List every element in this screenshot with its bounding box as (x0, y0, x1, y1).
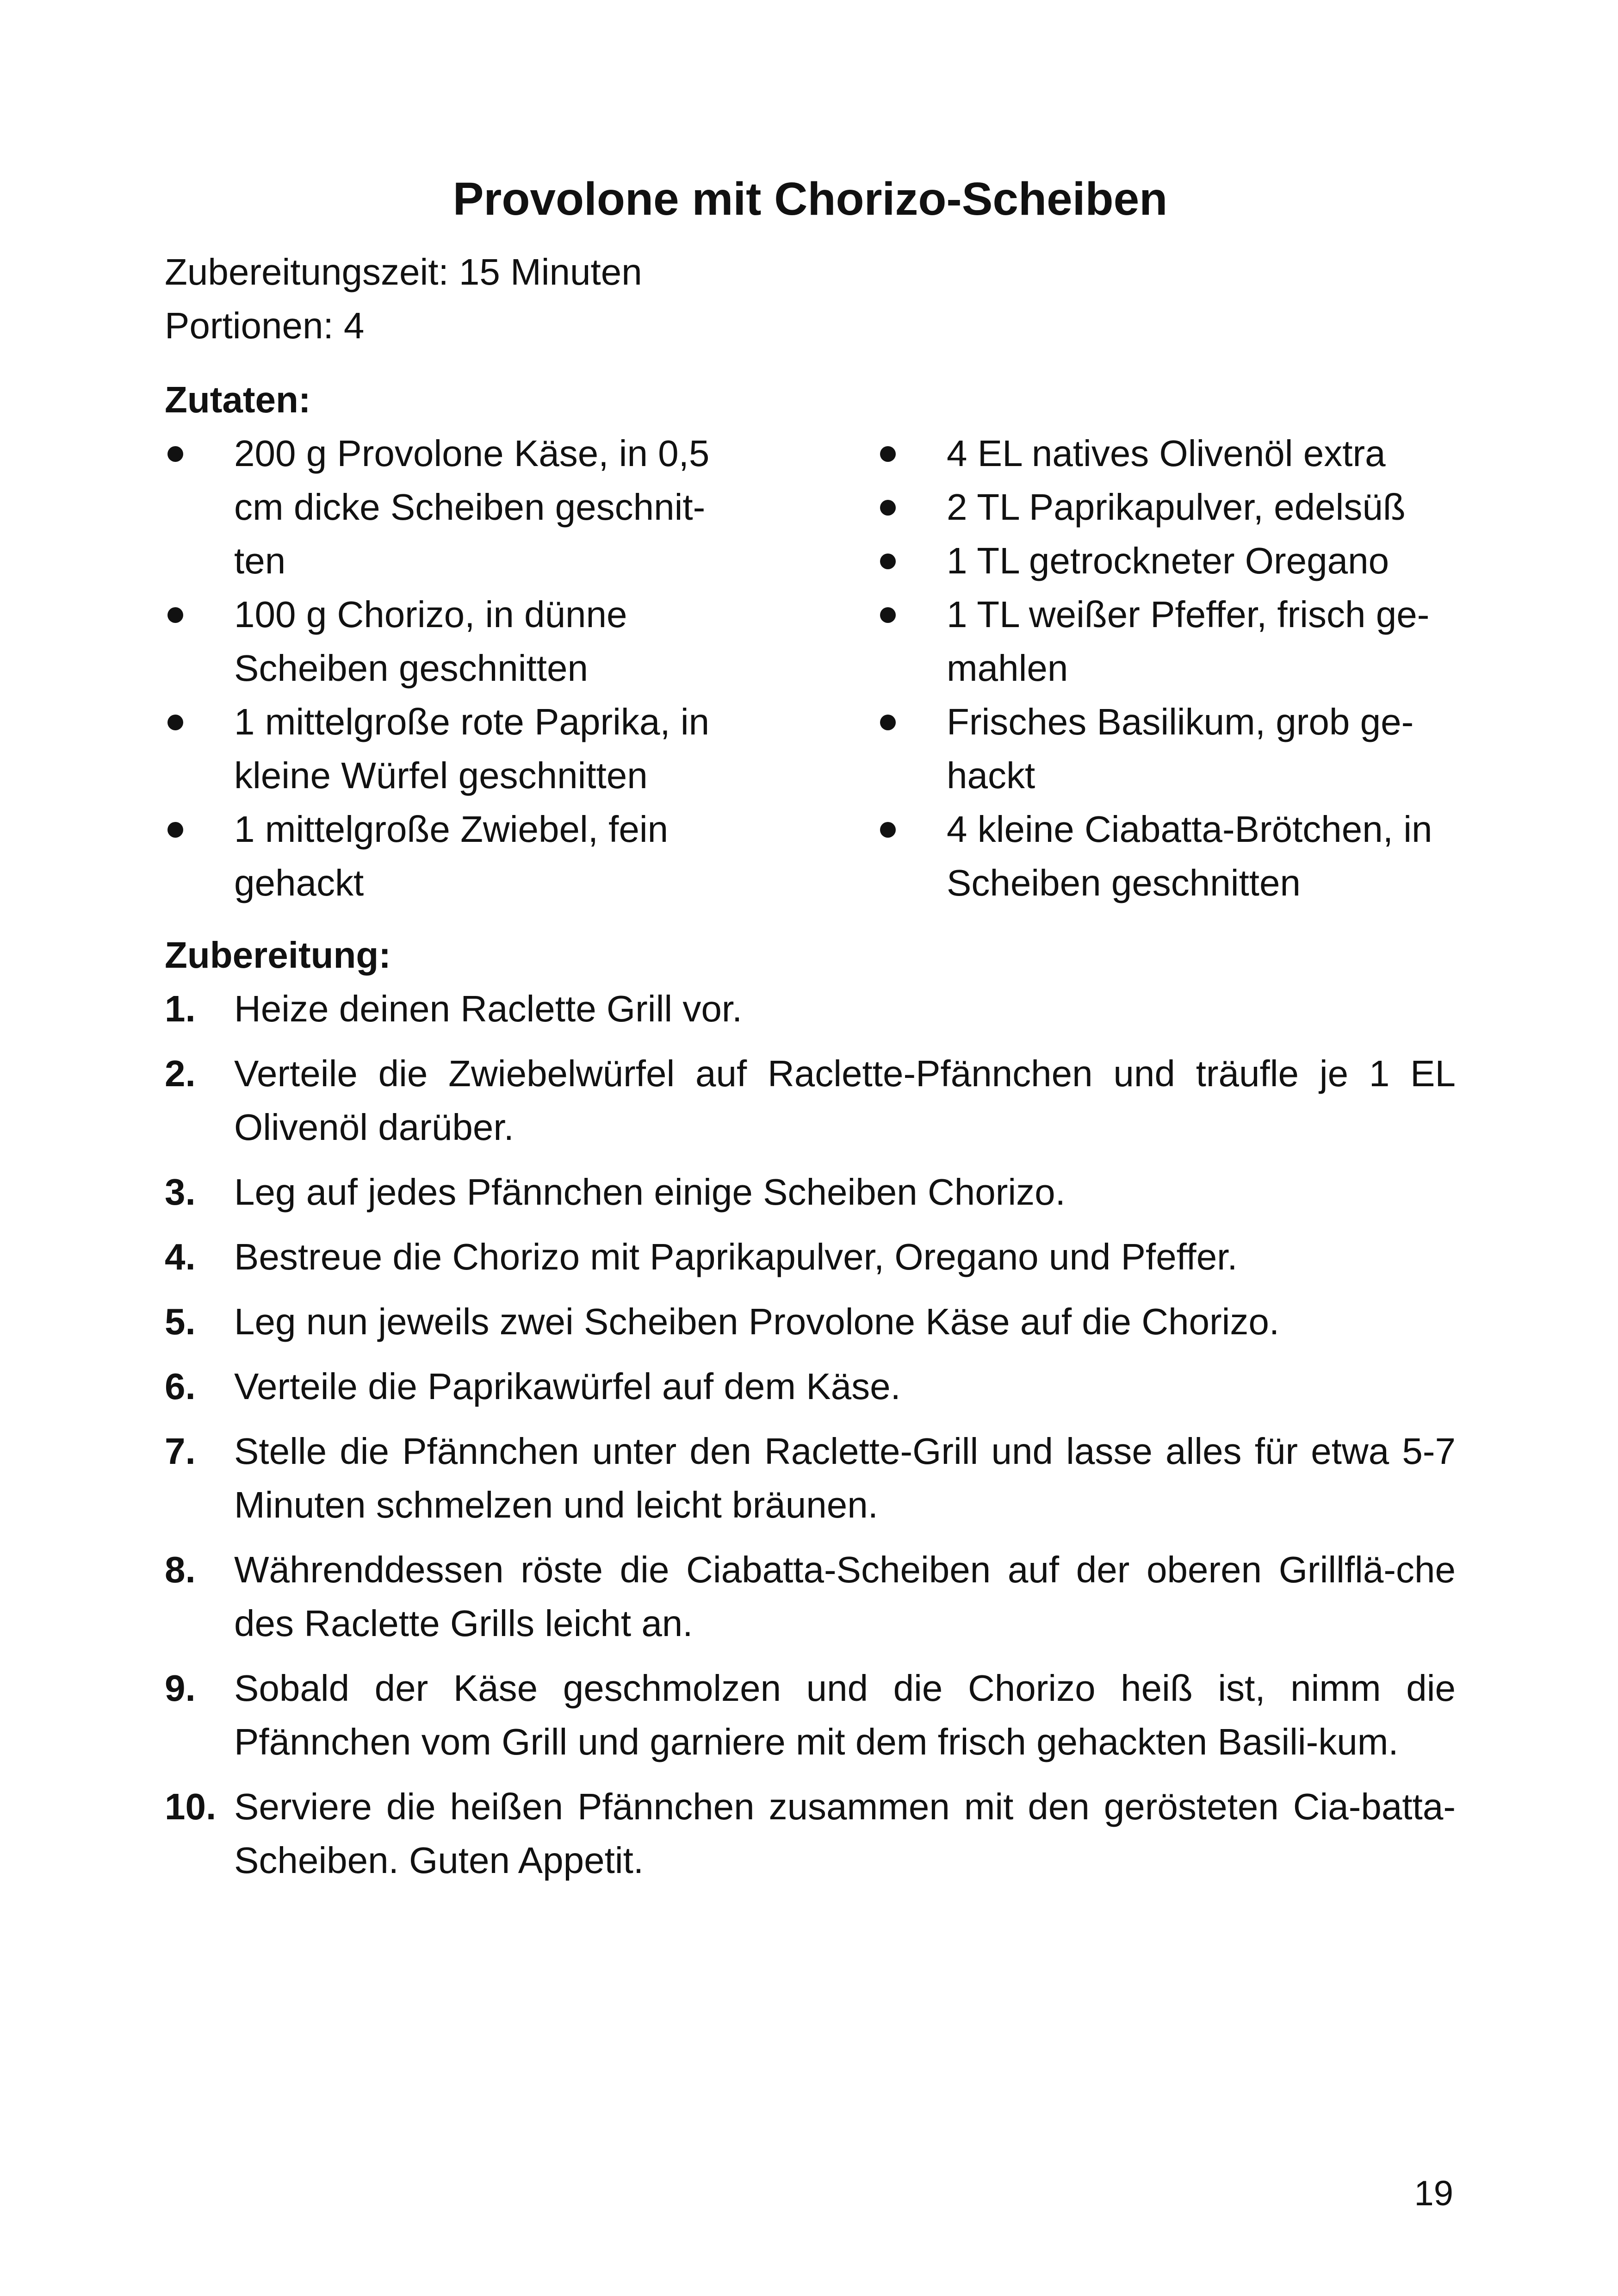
bullet-icon (880, 446, 896, 462)
step-number: 1. (165, 988, 196, 1029)
ingredient-text: 100 g Chorizo, in dünne Scheiben geschnitten (234, 594, 627, 689)
step-number: 6. (165, 1366, 196, 1407)
servings: Portionen: 4 (165, 305, 365, 346)
step-number: 7. (165, 1431, 196, 1472)
ingredients-heading: Zutaten: (165, 379, 311, 420)
step-number: 5. (165, 1301, 196, 1342)
bullet-icon (167, 446, 183, 462)
ingredient-text: 2 TL Paprikapulver, edelsüß (947, 486, 1406, 528)
ingredient-item (877, 427, 1456, 480)
step-item (165, 1425, 1456, 1532)
step-text: Leg auf jedes Pfännchen einige Scheiben Chorizo. (234, 1171, 1066, 1213)
step-number: 9. (165, 1668, 196, 1709)
ingredient-item (877, 480, 1456, 534)
step-number: 4. (165, 1236, 196, 1277)
bullet-icon (880, 554, 896, 569)
ingredient-text: 1 TL getrockneter Oregano (947, 540, 1389, 581)
step-item (165, 1047, 1456, 1154)
ingredient-item (165, 695, 743, 803)
ingredient-item (165, 427, 743, 588)
ingredient-text: 4 kleine Ciabatta-Brötchen, in Scheiben geschnitten (947, 809, 1432, 903)
ingredient-item (165, 803, 743, 910)
step-item (165, 982, 1456, 1036)
step-number: 3. (165, 1171, 196, 1213)
step-text: Heize deinen Raclette Grill vor. (234, 988, 743, 1029)
step-text: Stelle die Pfännchen unter den Raclette-Grill und lasse alles für etwa 5-7 Minuten schmelzen und leicht bräunen. (234, 1431, 1456, 1525)
step-item (165, 1543, 1456, 1650)
preparation-heading: Zubereitung: (165, 934, 391, 976)
step-item (165, 1165, 1456, 1219)
step-number: 10. (165, 1786, 217, 1827)
step-text: Währenddessen röste die Ciabatta-Scheiben auf der oberen Grillflä-che des Raclette Grills leicht an. (234, 1549, 1456, 1644)
step-number: 8. (165, 1549, 196, 1590)
step-text: Leg nun jeweils zwei Scheiben Provolone Käse auf die Chorizo. (234, 1301, 1280, 1342)
bullet-icon (880, 500, 896, 516)
ingredient-text: 200 g Provolone Käse, in 0,5 cm dicke Scheiben geschnit-ten (234, 433, 710, 581)
step-text: Verteile die Paprikawürfel auf dem Käse. (234, 1366, 901, 1407)
ingredient-item (877, 695, 1456, 803)
step-number: 2. (165, 1053, 196, 1094)
step-item (165, 1780, 1456, 1887)
step-text: Verteile die Zwiebelwürfel auf Raclette-Pfännchen und träufle je 1 EL Olivenöl darüber. (234, 1053, 1456, 1148)
bullet-icon (880, 822, 896, 838)
step-item (165, 1661, 1456, 1769)
step-text: Bestreue die Chorizo mit Paprikapulver, Oregano und Pfeffer. (234, 1236, 1238, 1277)
prep-time: Zubereitungszeit: 15 Minuten (165, 251, 642, 292)
recipe-page (165, 167, 1456, 1898)
bullet-icon (167, 822, 183, 838)
bullet-icon (880, 607, 896, 623)
ingredient-text: Frisches Basilikum, grob ge-hackt (947, 701, 1414, 796)
step-text: Sobald der Käse geschmolzen und die Chorizo heiß ist, nimm die Pfännchen vom Grill und garniere mit dem frisch gehackten Basili-kum. (234, 1668, 1456, 1762)
preparation-steps (165, 982, 1456, 1887)
ingredient-text: 4 EL natives Olivenöl extra (947, 433, 1386, 474)
ingredients-list-right (877, 427, 1456, 910)
ingredient-item (877, 803, 1456, 910)
ingredient-text: 1 TL weißer Pfeffer, frisch ge-mahlen (947, 594, 1430, 689)
ingredients-columns (165, 427, 1456, 910)
ingredient-text: 1 mittelgroße rote Paprika, in kleine Würfel geschnitten (234, 701, 710, 796)
ingredient-item (877, 588, 1456, 695)
step-item (165, 1295, 1456, 1349)
bullet-icon (880, 715, 896, 730)
step-item (165, 1360, 1456, 1413)
page-number: 19 (1414, 2174, 1453, 2213)
bullet-icon (167, 607, 183, 623)
bullet-icon (167, 715, 183, 730)
ingredient-item (877, 534, 1456, 588)
ingredients-list-left (165, 427, 743, 910)
ingredient-text: 1 mittelgroße Zwiebel, fein gehackt (234, 809, 669, 903)
step-item (165, 1230, 1456, 1284)
ingredient-item (165, 588, 743, 695)
recipe-title: Provolone mit Chorizo-Scheiben (453, 173, 1168, 225)
step-text: Serviere die heißen Pfännchen zusammen mit den gerösteten Cia-batta-Scheiben. Guten Appetit. (234, 1786, 1456, 1881)
